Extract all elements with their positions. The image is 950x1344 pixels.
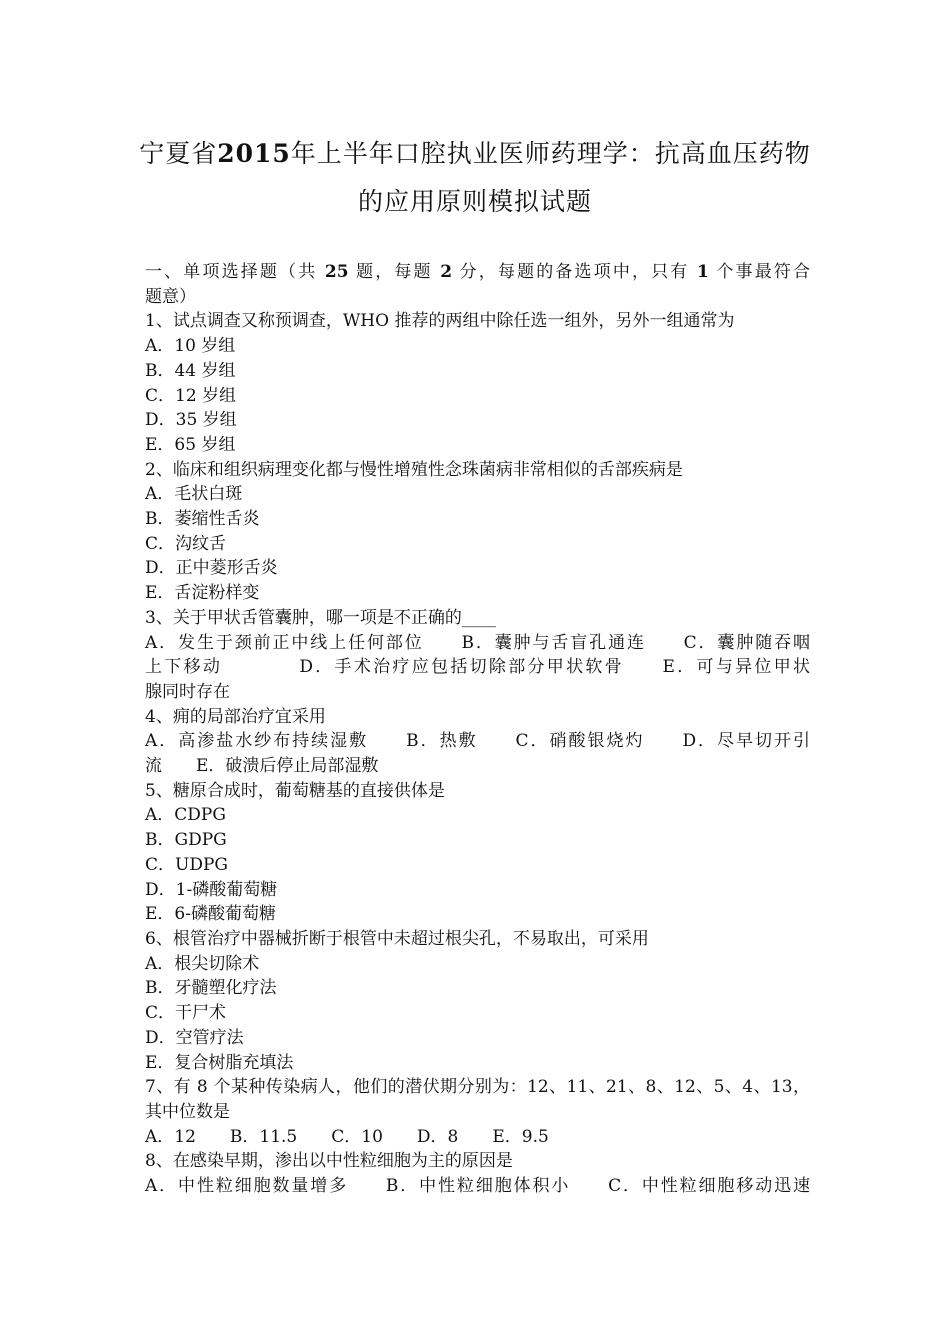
answer-option: E．复合树脂充填法: [145, 1052, 294, 1073]
title-line-1: [120, 130, 830, 178]
answer-option: C．UDPG: [145, 854, 228, 875]
correct-count: 1: [697, 262, 709, 282]
points-per-question: 2: [440, 262, 453, 282]
answer-option: D．空管疗法: [145, 1027, 244, 1048]
answer-option: C．12 岁组: [145, 385, 237, 406]
section-heading-line-2: 题意）: [145, 286, 196, 307]
answer-option: E．舌淀粉样变: [145, 583, 260, 604]
answer-options-line: A．12 B．11.5 C．10 D．8 E．9.5: [145, 1126, 549, 1147]
answer-option: B．萎缩性舌炎: [145, 509, 260, 530]
question-stem: 2、临床和组织病理变化都与慢性增殖性念珠菌病非常相似的舌部疾病是: [145, 459, 683, 480]
answer-option: A．10 岁组: [145, 336, 236, 357]
answer-option: A．毛状白斑: [145, 484, 243, 505]
section-heading-line-1: 一、单项选择题（共 25 题，每题 2 分，每题的备选项中，只有 1 个事最符合: [145, 262, 810, 282]
answer-option: B．44 岁组: [145, 360, 236, 381]
answer-option: E．65 岁组: [145, 434, 236, 455]
question-stem: 3、关于甲状舌管囊肿，哪一项是不正确的____: [145, 607, 496, 628]
answer-options-line: 上下移动 D．手术治疗应包括切除部分甲状软骨 E．可与异位甲状: [145, 657, 810, 678]
document-body: [145, 260, 810, 1199]
answer-options-line: 腺同时存在: [145, 681, 230, 702]
title-suffix: 年上半年口腔执业医师药理学：抗高血压药物: [290, 139, 811, 168]
question-stem: 1、试点调查又称预调查，WHO 推荐的两组中除任选一组外，另外一组通常为: [145, 311, 735, 332]
question-stem: 6、根管治疗中器械折断于根管中未超过根尖孔，不易取出，可采用: [145, 928, 649, 949]
question-stem: 8、在感染早期，渗出以中性粒细胞为主的原因是: [145, 1151, 513, 1172]
title-year: 2015: [217, 139, 291, 168]
question-stem: 4、痈的局部治疗宜采用: [145, 706, 326, 727]
title-line-2: 的应用原则模拟试题: [357, 187, 592, 216]
answer-option: B．GDPG: [145, 830, 227, 851]
answer-option: C．干尸术: [145, 1003, 227, 1024]
document-title: [120, 130, 830, 226]
question-count: 25: [324, 262, 349, 282]
answer-option: A．根尖切除术: [145, 953, 260, 974]
answer-options-line: 流 E．破溃后停止局部湿敷: [145, 756, 379, 777]
question-stem: 7、有 8 个某种传染病人，他们的潜伏期分别为：12、11、21、8、12、5、4、13，: [145, 1077, 810, 1098]
answer-option: B．牙髓塑化疗法: [145, 978, 277, 999]
answer-option: D．正中菱形舌炎: [145, 558, 278, 579]
answer-option: D．1-磷酸葡萄糖: [145, 879, 278, 900]
answer-option: E．6-磷酸葡萄糖: [145, 904, 276, 925]
title-prefix: 宁夏省: [139, 139, 218, 168]
answer-option: A．CDPG: [145, 805, 226, 826]
question-stem: 5、糖原合成时，葡萄糖基的直接供体是: [145, 780, 445, 801]
question-stem: 其中位数是: [145, 1101, 230, 1122]
answer-options-line: A．中性粒细胞数量增多 B．中性粒细胞体积小 C．中性粒细胞移动迅速: [145, 1176, 810, 1197]
answer-options-line: A．发生于颈前正中线上任何部位 B．囊肿与舌盲孔通连 C．囊肿随吞咽: [145, 632, 810, 653]
answer-options-line: A．高渗盐水纱布持续湿敷 B．热敷 C．硝酸银烧灼 D．尽早切开引: [145, 731, 810, 752]
answer-option: D．35 岁组: [145, 410, 237, 431]
answer-option: C．沟纹舌: [145, 533, 227, 554]
